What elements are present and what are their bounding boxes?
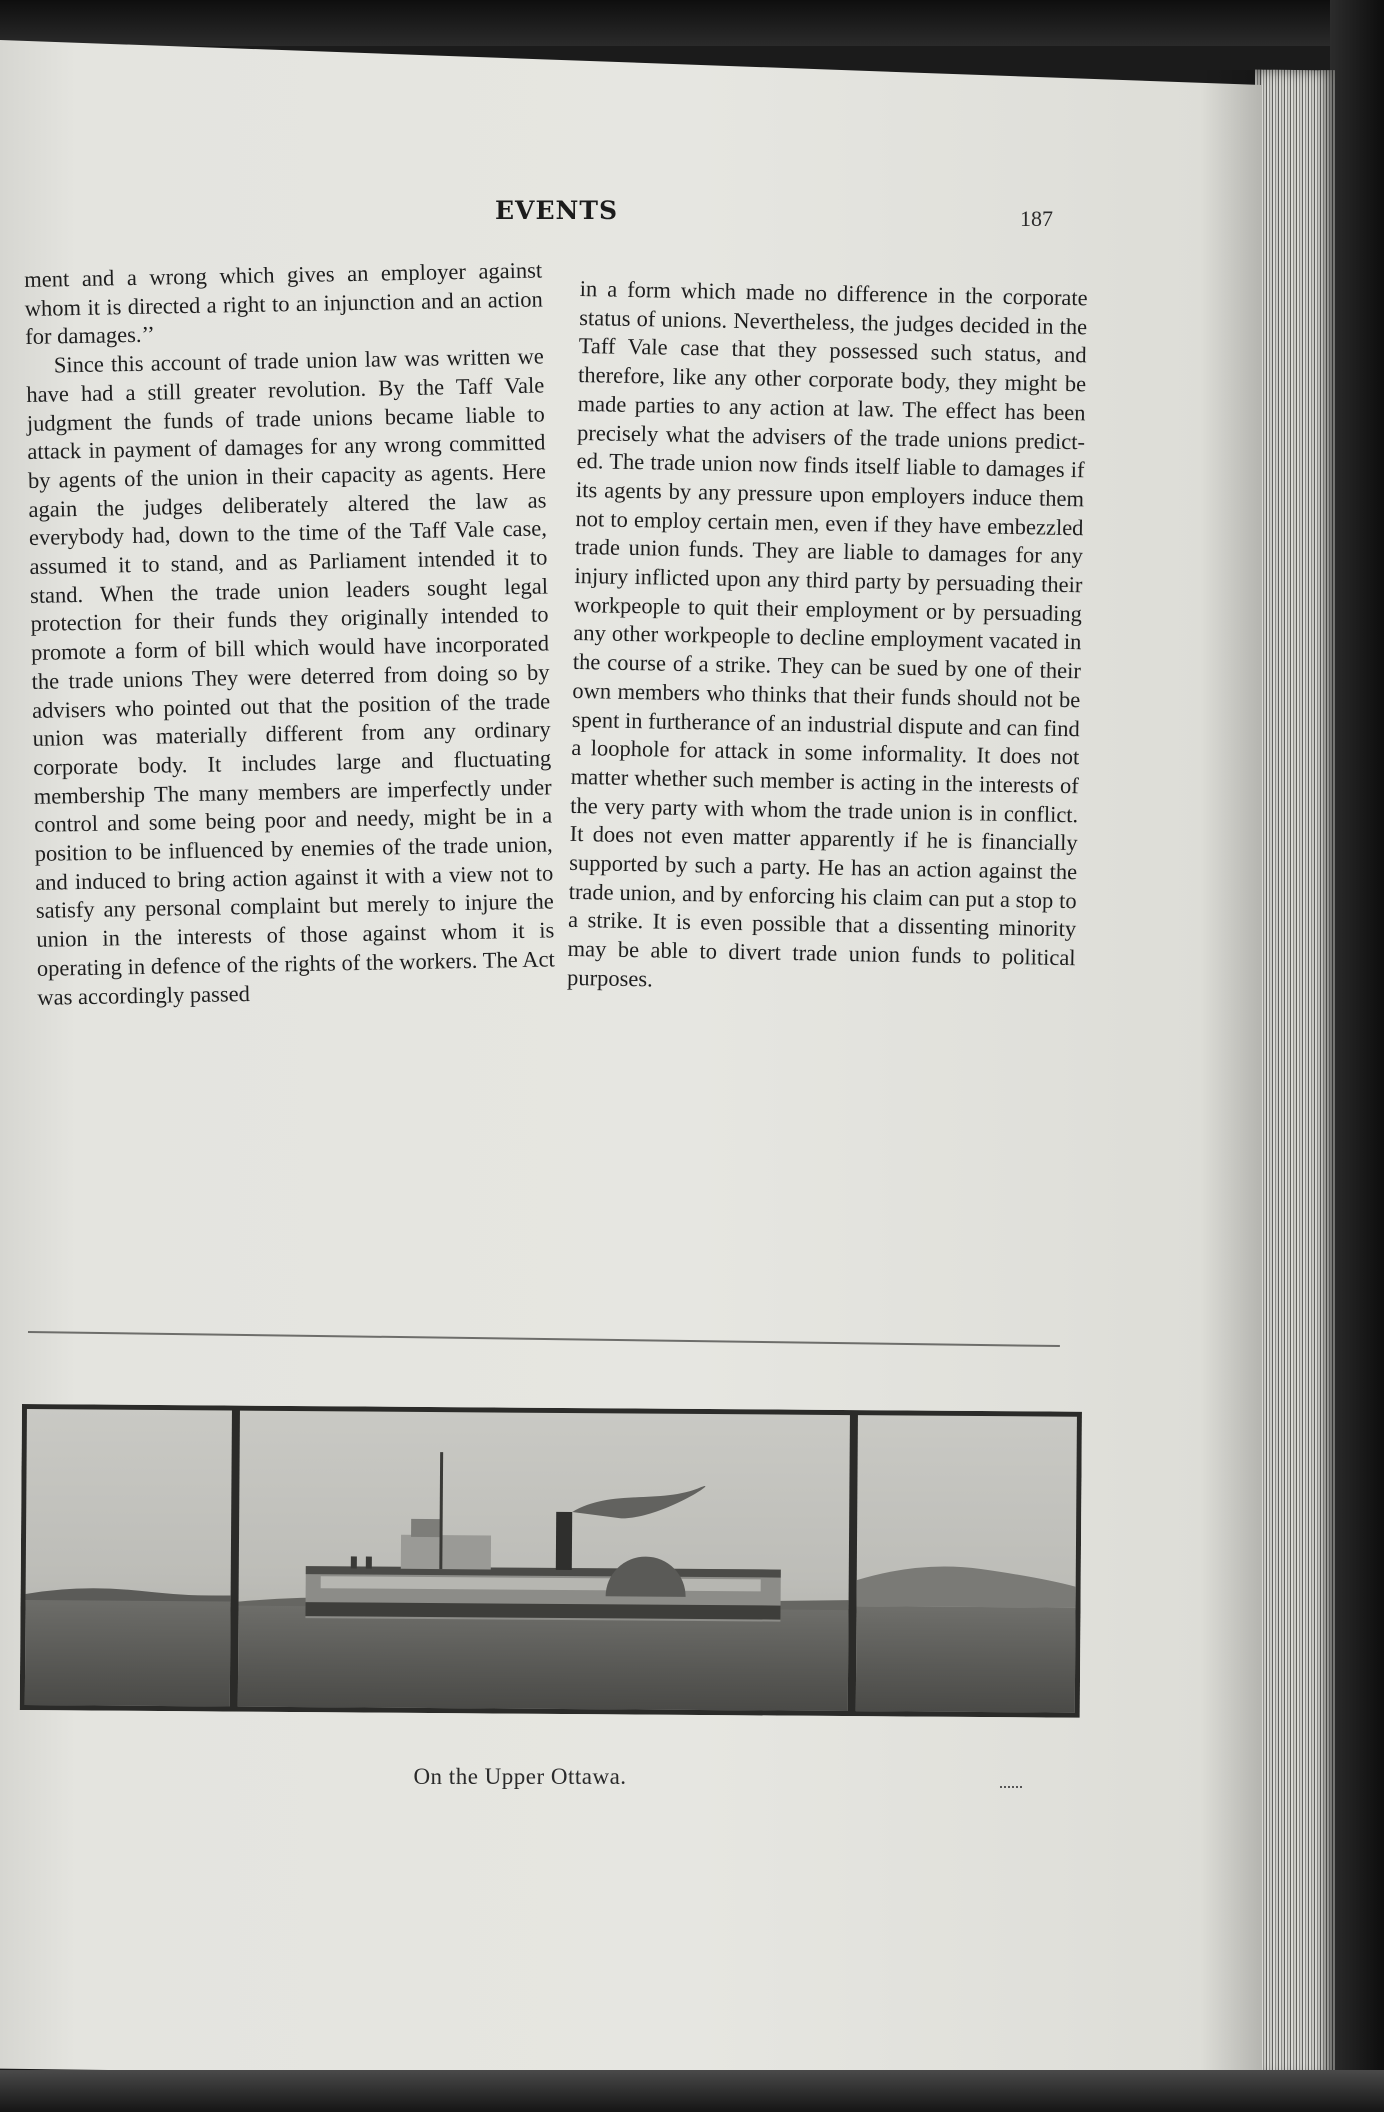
right-text-column [567,275,1088,1002]
left-text-column [24,257,556,1013]
page-number: 187 [1020,206,1053,231]
left-paragraph-1: ment and a wrong which gives an employer against whom it is directed a right to an injunction and an action for damages.’’ [24,257,543,350]
steamboat-photo-graphic [20,1404,1082,1718]
scanner-bed-right [1330,0,1384,2112]
left-paragraph-2: Since this account of trade union law was written we have had a still greater revolution. By the Taff Vale judgment the funds of trade unions became liable to attack in payment of damages for any wrong committed by agents of the union in their capacity as agents. Here again the judges deliberately altered the law as everybody had, down to the time of the Taff Vale case, assumed it to stand, and as Parliament intended it to stand. When the trade union leaders sought legal protection for their funds they originally intended to promote a form of bill which would have incorporated the trade unions They were deterred from doing so by advisers who pointed out that the position of the trade union was materially different from any ordinary corporate body. It includes large and fluctuating membership The many members are imperfectly under control and some being poor and needy, might be in a position to be influenced by enemies of the trade union, and induced to bring action against it with a view not to satisfy any personal complaint but merely to injure the union in the interests of those against whom it is operating in defence of the rights of the workers. The Act was accordingly passed [26,343,556,1010]
scanner-bed-top [0,0,1384,46]
book-page-edges [1255,70,1335,2081]
page-gutter-shadow [1200,70,1262,2070]
stray-print-mark [1000,1786,1022,1792]
scanner-bed-bottom [0,2070,1384,2112]
running-head-title: EVENTS [495,196,619,225]
figure-caption: On the Upper Ottawa. [413,1764,627,1789]
right-paragraph-1: in a form which made no difference in the corporate status of unions. Nevertheless, the judges decided in the Taff Vale case that they possessed such status, and therefore, like any other corporate body, they might be made parties to any action at law. The effect has been precisely what the advisers of the trade unions predicted. The trade union now finds itself liable to damages if its agents by any pressure upon employers induce them not to employ certain men, even if they have embezzled trade union funds. They are liable to damages for any injury inflicted upon any third party by persuading their workpeople to quit their employment or by persuading any other workpeople to decline employment vacated in the course of a strike. They can be sued by one of their own members who thinks that their funds should not be spent in furtherance of an industrial dispute and can find a loophole for attack in some informality. It does not matter whether such member is acting in the interests of the very party with whom the trade union is in conflict. It does not even matter apparently if he is financially supported by such a party. He has an action against the trade union, and by enforcing his claim can put a stop to a strike. It is even possible that a dissenting minority may be able to divert trade union funds to political purposes. [566,275,1088,992]
running-head [30,196,1070,236]
steamboat-photo [20,1404,1082,1718]
